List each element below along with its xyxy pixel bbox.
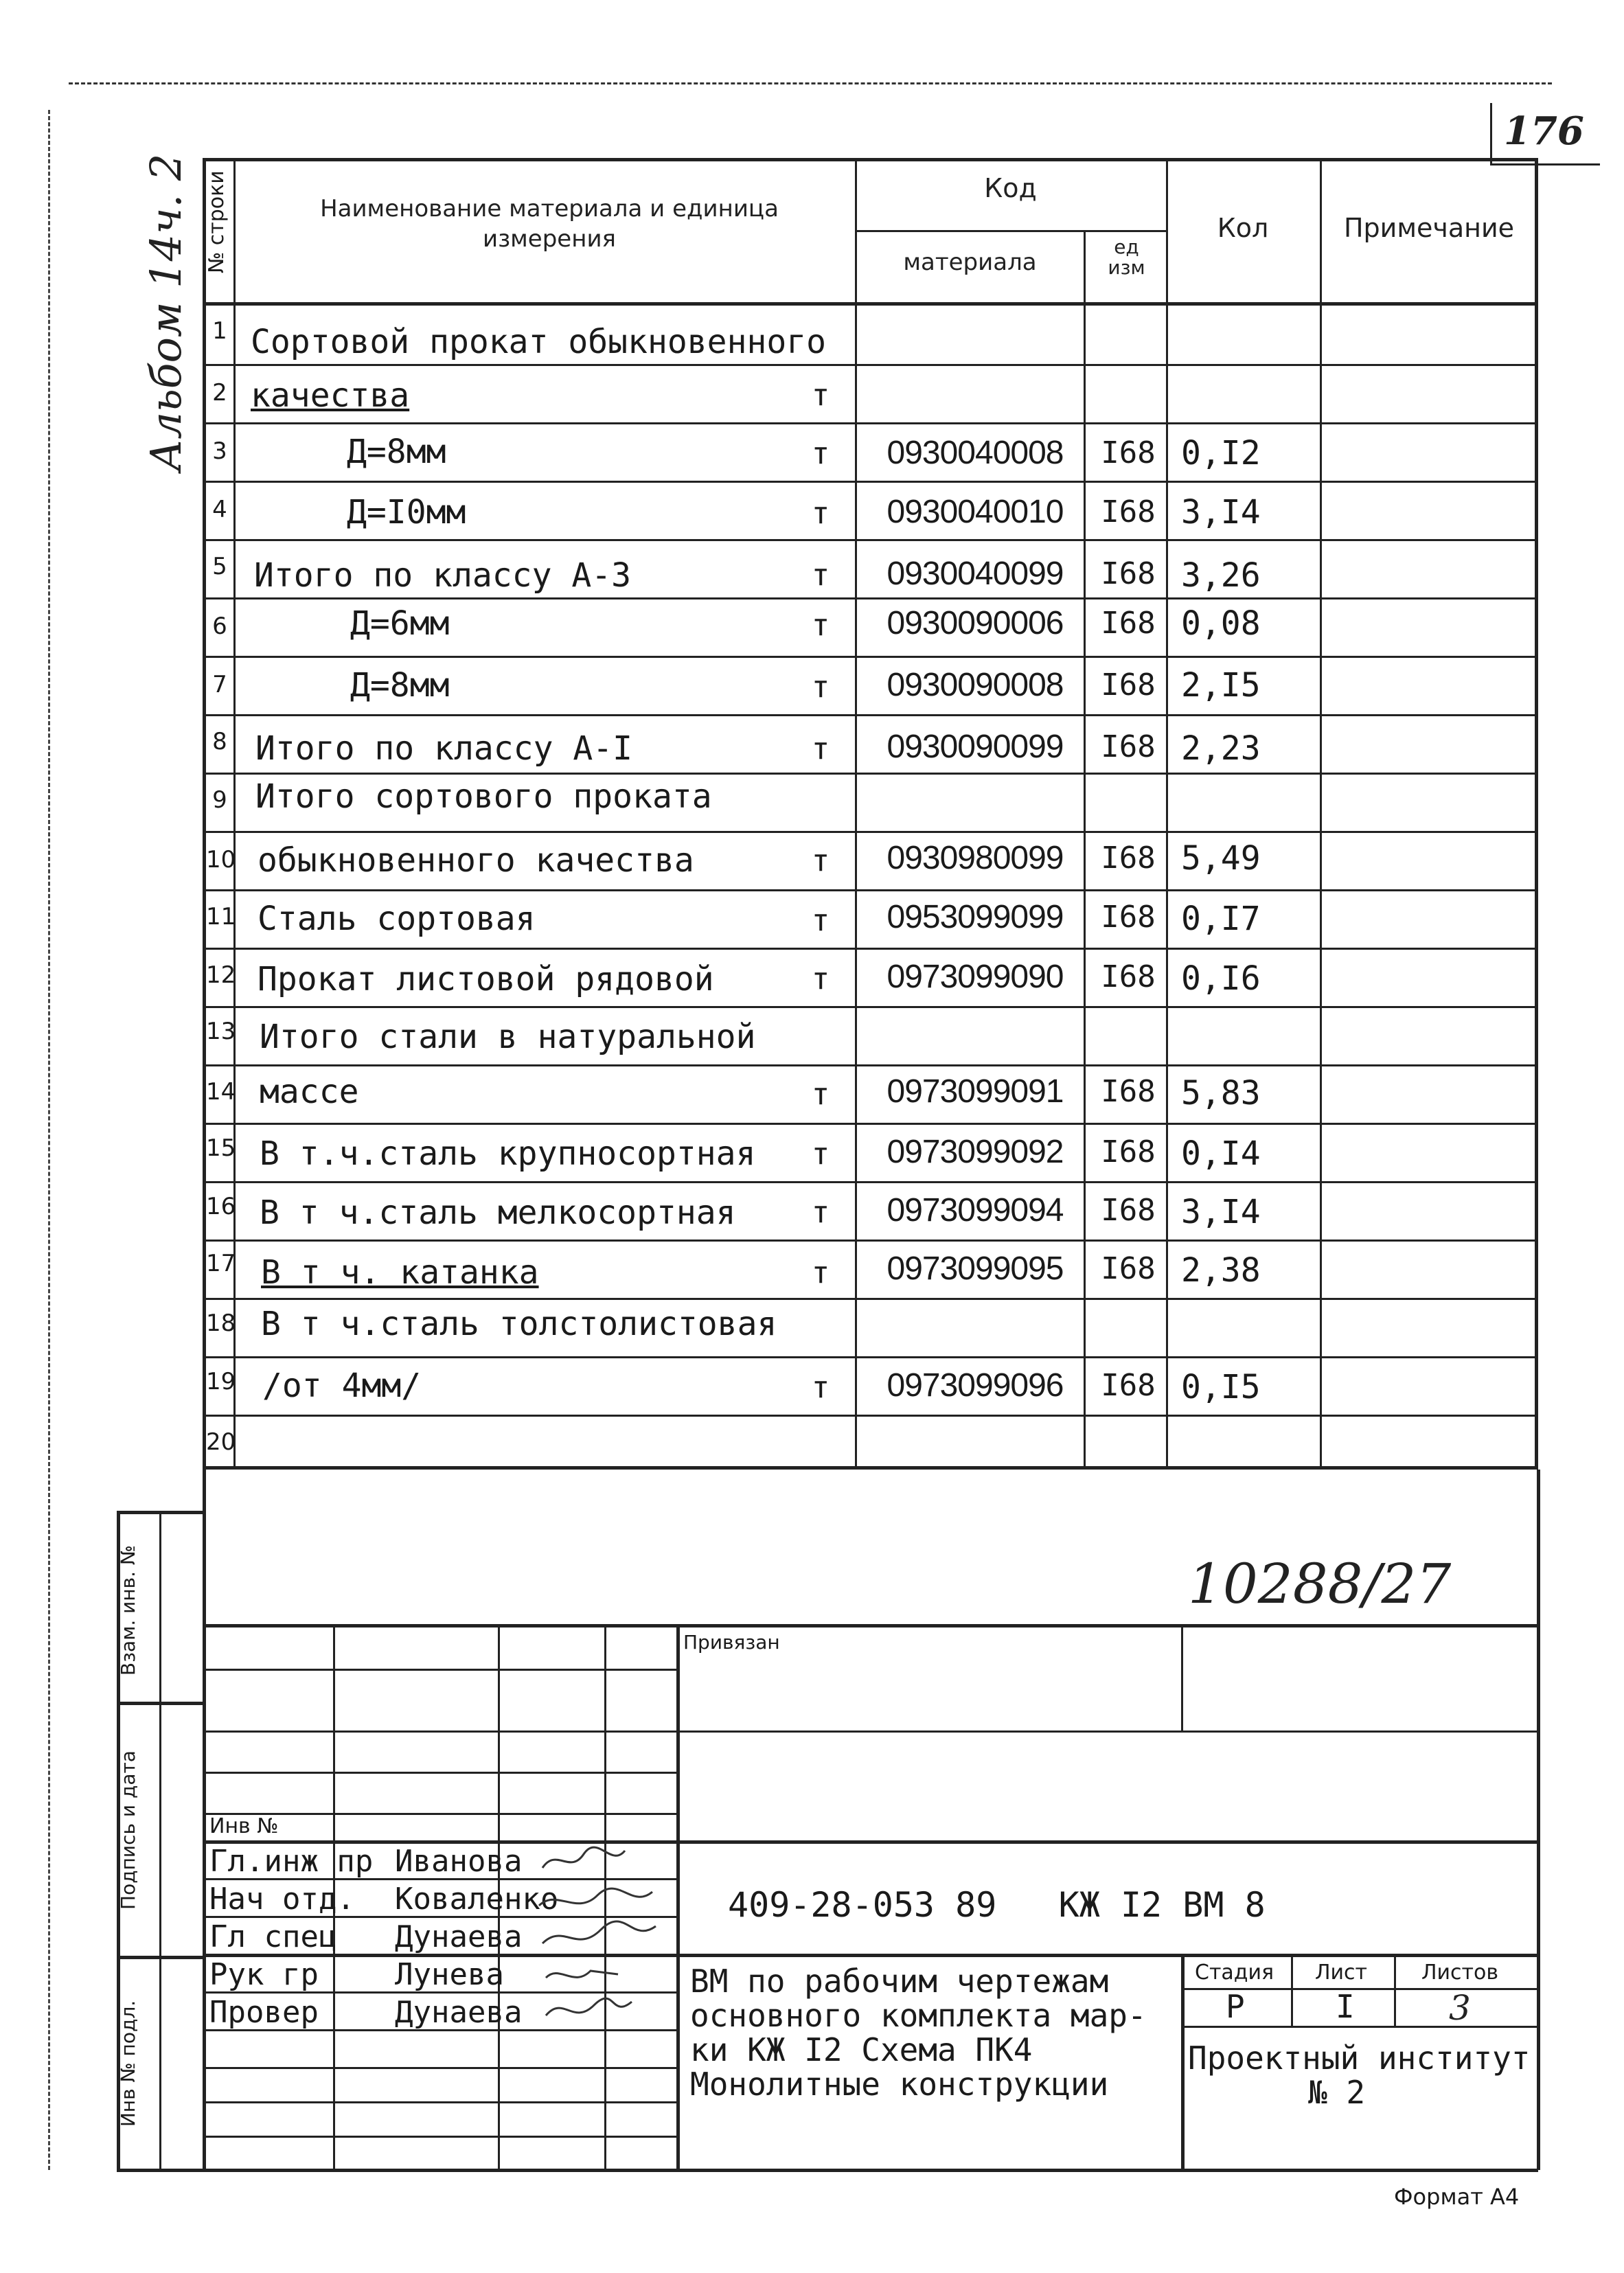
- header-unit: ед изм: [1108, 236, 1145, 279]
- row-line: [203, 714, 1538, 716]
- unit-code: I68: [1101, 1193, 1156, 1228]
- row-line: [203, 1123, 1538, 1125]
- material-code: 0930090099: [887, 729, 1064, 765]
- staff-name: Лунева: [395, 1957, 504, 1992]
- album-note: Альбом 14ч. 2: [141, 153, 191, 472]
- material-code: 0930090006: [887, 605, 1064, 641]
- unit-code: I68: [1101, 959, 1156, 994]
- material-name: /от 4мм/: [262, 1367, 422, 1405]
- material-code: 0973099092: [887, 1134, 1064, 1170]
- quantity: 5,83: [1181, 1074, 1261, 1112]
- material-name: массе: [260, 1073, 359, 1111]
- sheets-label: Листов: [1421, 1961, 1499, 1985]
- material-code: 0973099091: [887, 1073, 1064, 1110]
- unit-cell: т: [811, 670, 830, 705]
- quantity: 0,I4: [1181, 1134, 1261, 1173]
- organization-line-2: № 2: [1308, 2074, 1366, 2111]
- material-code: 0930040008: [887, 435, 1064, 471]
- unit-cell: т: [811, 1195, 830, 1230]
- col-line-2: [855, 158, 857, 1470]
- material-code: 0930040010: [887, 494, 1064, 530]
- material-name: Итого сортового проката: [255, 777, 712, 816]
- quantity: 0,I7: [1181, 900, 1261, 938]
- quantity: 0,I2: [1181, 434, 1261, 472]
- row-number: 18: [206, 1310, 236, 1337]
- staff-role: Нач отд.: [209, 1882, 355, 1917]
- stage-value: Р: [1226, 1988, 1245, 2025]
- material-name: Д=8мм: [347, 433, 446, 471]
- header-code-divider: [855, 230, 1166, 232]
- material-name: В т ч.сталь толстолистовая: [261, 1305, 777, 1343]
- material-name: качества: [251, 376, 410, 415]
- header-row-no: № строки: [205, 170, 229, 273]
- col-line-3: [1084, 230, 1086, 1470]
- quantity: 0,I5: [1181, 1368, 1261, 1406]
- row-line: [203, 1356, 1538, 1358]
- quantity: 5,49: [1181, 839, 1261, 878]
- header-bottom-line: [203, 302, 1538, 306]
- staff-name: Иванова: [395, 1844, 523, 1879]
- row-line: [203, 481, 1538, 483]
- staff-role: Гл.инж пр: [209, 1844, 374, 1879]
- inventory-stamp: 10288/27: [1188, 1552, 1452, 1616]
- material-code: 0930090008: [887, 667, 1064, 703]
- row-number: 13: [206, 1018, 236, 1045]
- material-name: Прокат листовой рядовой: [258, 960, 714, 998]
- document-designation: 409-28-053 89 КЖ I2 ВМ 8: [728, 1885, 1266, 1925]
- row-number: 15: [206, 1134, 236, 1162]
- row-number: 20: [206, 1428, 236, 1456]
- unit-code: I68: [1101, 900, 1156, 935]
- unit-code: I68: [1101, 1074, 1156, 1109]
- signatures: [536, 1840, 673, 2033]
- row-number: 7: [212, 671, 227, 698]
- unit-code: I68: [1101, 1134, 1156, 1169]
- material-code: 0973099090: [887, 959, 1064, 995]
- row-line: [203, 773, 1538, 775]
- material-code: 0973099094: [887, 1192, 1064, 1229]
- row-line: [203, 948, 1538, 950]
- page-number: 176: [1504, 108, 1584, 154]
- row-number: 10: [206, 846, 236, 873]
- unit-cell: т: [811, 1136, 830, 1172]
- inv-no-label: Инв №: [209, 1814, 279, 1838]
- stage-label: Стадия: [1195, 1961, 1274, 1985]
- row-line: [203, 1298, 1538, 1300]
- unit-code: I68: [1101, 1251, 1156, 1286]
- side-label-inv-podl: Инв № подл.: [117, 2000, 139, 2127]
- material-code: 0930980099: [887, 840, 1064, 876]
- row-number: 14: [206, 1078, 236, 1106]
- unit-cell: т: [811, 436, 830, 471]
- material-name: обыкновенного качества: [258, 841, 694, 880]
- unit-cell: т: [811, 1255, 830, 1290]
- lower-frame-right: [1537, 1470, 1540, 2170]
- unit-cell: т: [811, 558, 830, 593]
- format-label: Формат А4: [1394, 2184, 1520, 2210]
- row-line: [203, 1240, 1538, 1242]
- signature-4: [546, 1971, 618, 1978]
- row-line: [203, 597, 1538, 599]
- material-name: Итого по классу А-3: [254, 556, 632, 595]
- tb-line: [203, 1731, 1538, 1733]
- unit-cell: т: [811, 961, 830, 996]
- description-line: ВМ по рабочим чертежам: [690, 1963, 1109, 2000]
- material-code: 0930040099: [887, 556, 1064, 592]
- left-border-dashed: [48, 110, 50, 2170]
- side-strip-mid: [159, 1511, 161, 2170]
- row-number: 3: [212, 437, 227, 465]
- header-qty: Кол: [1217, 213, 1269, 243]
- material-code: 0973099096: [887, 1367, 1064, 1404]
- staff-role: Провер: [209, 1995, 319, 2030]
- unit-code: I68: [1101, 494, 1156, 529]
- description-line: Монолитные конструкции: [690, 2066, 1109, 2103]
- row-number: 2: [212, 379, 227, 407]
- row-number: 6: [212, 613, 227, 640]
- side-strip-sep-1: [117, 1702, 205, 1705]
- col-line-5: [1320, 158, 1322, 1470]
- material-name: Сортовой прокат обыкновенного: [251, 323, 827, 361]
- organization-line-1: Проектный институт: [1188, 2040, 1531, 2077]
- unit-cell: т: [811, 496, 830, 531]
- material-code: 0973099095: [887, 1250, 1064, 1287]
- side-label-vzam: Взам. инв. №: [117, 1544, 139, 1676]
- side-strip-top: [117, 1511, 205, 1514]
- row-line: [203, 1181, 1538, 1183]
- material-name: В т ч.сталь мелкосортная: [260, 1193, 736, 1232]
- tb-top-line: [203, 1624, 1538, 1627]
- signature-3: [542, 1921, 656, 1943]
- quantity: 3,I4: [1181, 1193, 1261, 1231]
- material-name: В т.ч.сталь крупносортная: [260, 1134, 756, 1173]
- row-line: [203, 364, 1538, 366]
- signature-1: [542, 1847, 625, 1868]
- material-name: Итого стали в натуральной: [260, 1018, 756, 1056]
- unit-cell: т: [811, 1077, 830, 1112]
- quantity: 3,26: [1181, 556, 1261, 595]
- page-number-box-left: [1490, 103, 1492, 165]
- header-material: материала: [903, 249, 1037, 276]
- col-line-4: [1166, 158, 1168, 1470]
- header-code: Код: [984, 173, 1037, 203]
- quantity: 2,23: [1181, 729, 1261, 768]
- quantity: 2,38: [1181, 1251, 1261, 1290]
- quantity: 2,I5: [1181, 666, 1261, 705]
- material-name: Д=I0мм: [347, 493, 466, 532]
- tb-vline: [1181, 1954, 1185, 2170]
- material-name: Д=6мм: [350, 604, 450, 643]
- tb-vline: [1394, 1954, 1396, 2026]
- row-line: [203, 831, 1538, 833]
- row-line: [203, 422, 1538, 424]
- description-line: ки КЖ I2 Схема ПК4: [690, 2031, 1033, 2068]
- privyazan-label: Привязан: [683, 1631, 780, 1654]
- tb-vline: [1181, 1624, 1183, 1731]
- unit-cell: т: [811, 608, 830, 643]
- signature-2: [539, 1888, 652, 1906]
- row-number: 12: [206, 961, 236, 989]
- row-line: [203, 889, 1538, 891]
- signature-5: [546, 1998, 632, 2015]
- sheet-label: Лист: [1315, 1961, 1368, 1985]
- unit-cell: т: [811, 843, 830, 878]
- tb-vline: [1291, 1954, 1293, 2026]
- unit-cell: т: [811, 1370, 830, 1405]
- material-name: В т ч. катанка: [261, 1253, 539, 1292]
- unit-code: I68: [1101, 556, 1156, 591]
- description-line: основного комплекта мар-: [690, 1997, 1147, 2034]
- row-number: 1: [212, 317, 227, 345]
- header-note: Примечание: [1343, 213, 1515, 243]
- header-name: Наименование материала и единица измерения: [320, 195, 779, 253]
- unit-code: I68: [1101, 435, 1156, 470]
- quantity: 0,I6: [1181, 959, 1261, 998]
- staff-role: Гл спец: [209, 1919, 337, 1954]
- row-line: [203, 1064, 1538, 1066]
- row-number: 4: [212, 496, 227, 523]
- unit-code: I68: [1101, 729, 1156, 764]
- row-line: [203, 1006, 1538, 1008]
- unit-code: I68: [1101, 667, 1156, 703]
- unit-cell: т: [811, 903, 830, 938]
- tb-vline-main: [676, 1624, 680, 2170]
- row-number: 17: [206, 1250, 236, 1277]
- row-line: [203, 539, 1538, 541]
- row-number: 9: [212, 786, 227, 814]
- side-label-podpis: Подпись и дата: [117, 1750, 139, 1910]
- row-number: 5: [212, 553, 227, 580]
- staff-role: Рук гр: [209, 1957, 319, 1992]
- side-strip-sep-2: [117, 1956, 205, 1959]
- material-code: 0953099099: [887, 899, 1064, 935]
- staff-name: Дунаева: [395, 1995, 523, 2030]
- lower-frame-bottom: [117, 2169, 1538, 2172]
- row-number: 8: [212, 728, 227, 755]
- top-border-dashed: [69, 82, 1552, 84]
- row-number: 19: [206, 1368, 236, 1395]
- material-name: Итого по классу А-I: [255, 729, 633, 768]
- staff-name: Коваленко: [395, 1882, 559, 1917]
- tb-stage-line: [1181, 2026, 1538, 2028]
- quantity: 3,I4: [1181, 493, 1261, 532]
- sheet-value: I: [1336, 1988, 1355, 2025]
- lower-frame-left: [203, 1470, 206, 2170]
- row-number: 16: [206, 1193, 236, 1220]
- unit-code: I68: [1101, 1368, 1156, 1403]
- quantity: 0,08: [1181, 604, 1261, 643]
- unit-cell: т: [811, 731, 830, 766]
- unit-code: I68: [1101, 606, 1156, 641]
- row-line: [203, 656, 1538, 658]
- sheets-value: 3: [1449, 1988, 1471, 2028]
- unit-code: I68: [1101, 841, 1156, 876]
- staff-name: Дунаева: [395, 1919, 523, 1954]
- material-name: Д=8мм: [350, 666, 450, 705]
- unit-cell: т: [811, 378, 830, 413]
- row-line: [203, 1415, 1538, 1417]
- material-name: Сталь сортовая: [258, 900, 536, 938]
- row-number: 11: [206, 903, 236, 930]
